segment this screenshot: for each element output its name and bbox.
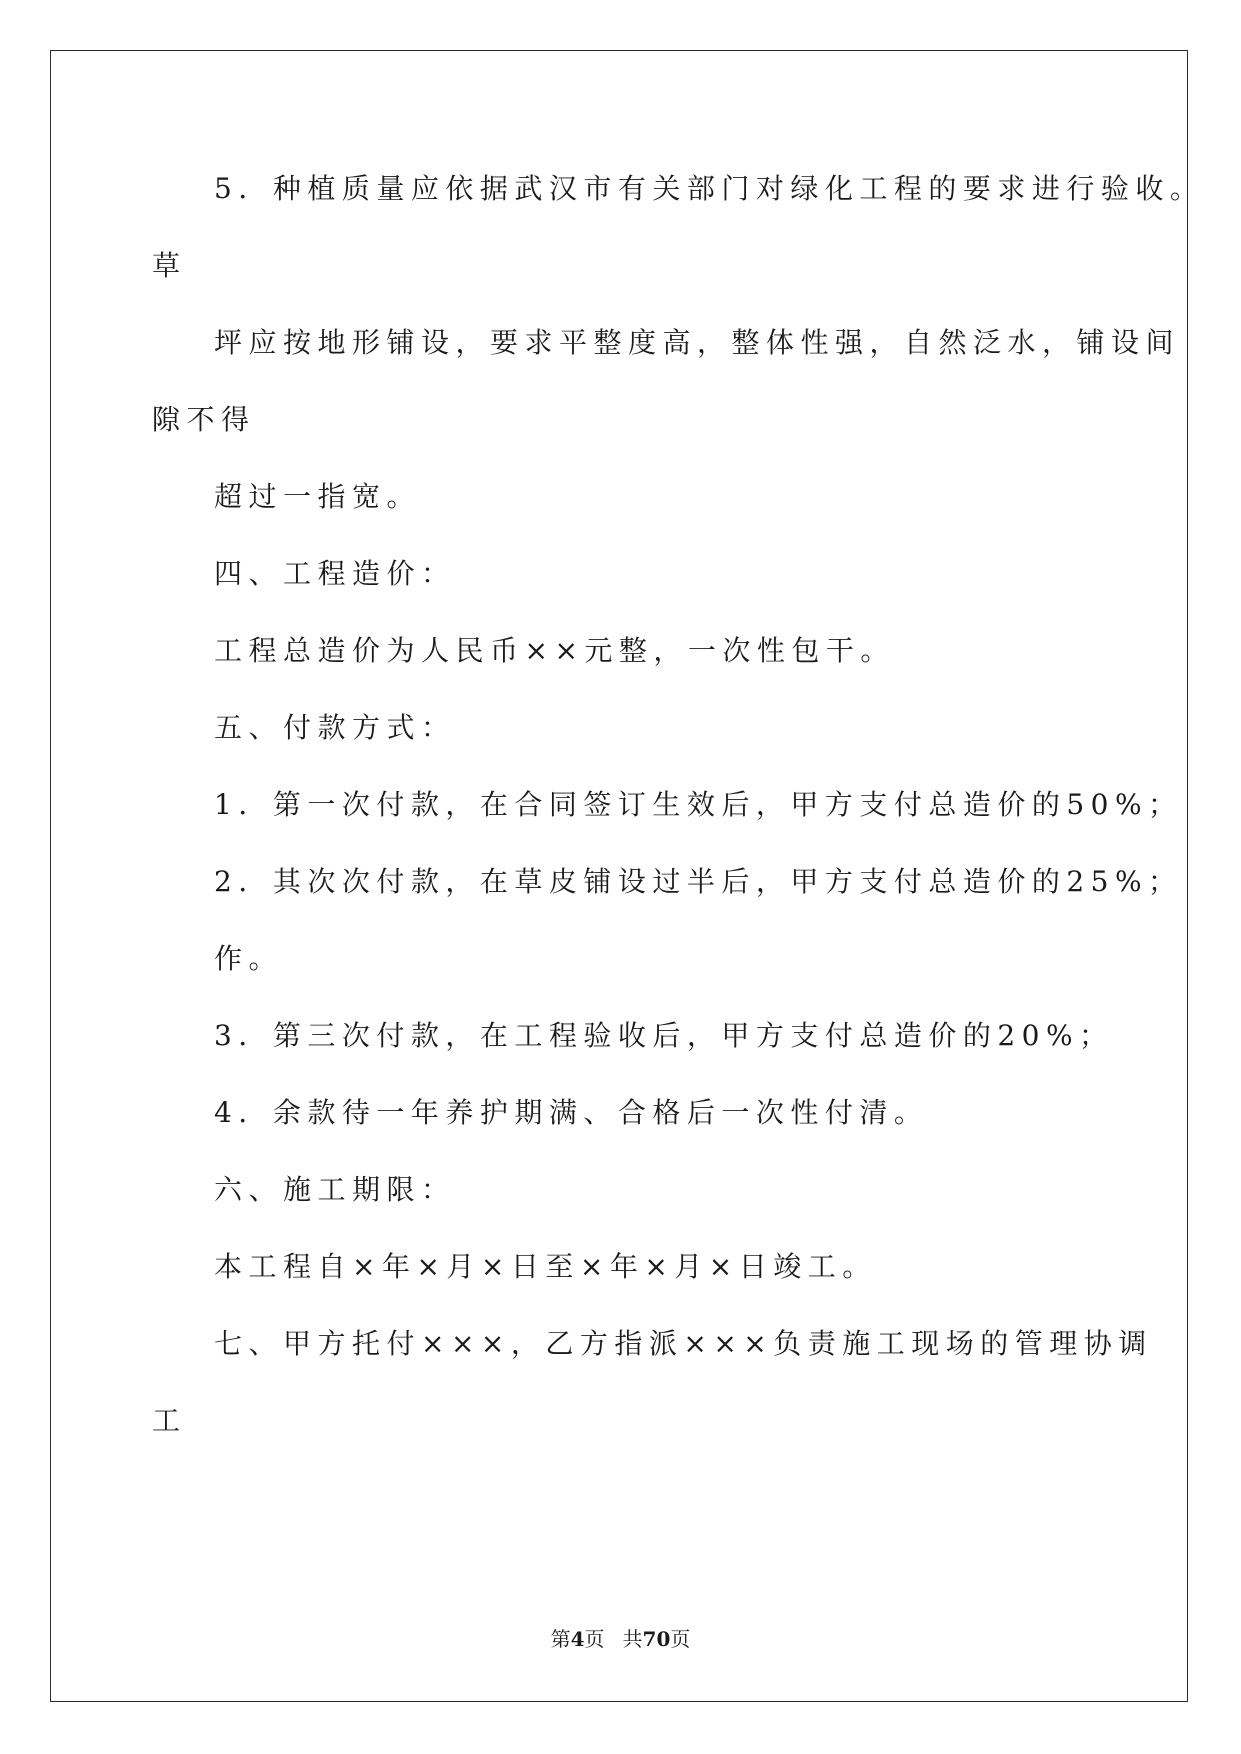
text-line-5: 超过一指宽。 bbox=[214, 480, 422, 513]
text-line-10: 2．其次次付款，在草皮铺设过半后，甲方支付总造价的25%； bbox=[214, 865, 1183, 898]
text-line-15: 本工程自×年×月×日至×年×月×日竣工。 bbox=[214, 1250, 877, 1283]
footer-total-prefix: 共 bbox=[622, 1627, 643, 1651]
text-line-13: 4．余款待一年养护期满、合格后一次性付清。 bbox=[214, 1096, 929, 1129]
text-line-12: 3．第三次付款，在工程验收后，甲方支付总造价的20%； bbox=[214, 1019, 1114, 1052]
footer-total-pages: 70 bbox=[642, 1627, 671, 1651]
text-line-11: 作。 bbox=[214, 942, 284, 975]
footer-total-suffix: 页 bbox=[670, 1627, 691, 1651]
footer-page-suffix: 页 bbox=[584, 1627, 605, 1651]
text-line-17: 工 bbox=[152, 1404, 187, 1437]
section-heading-schedule: 六、施工期限： bbox=[214, 1173, 456, 1206]
footer-page-prefix: 第 bbox=[550, 1627, 571, 1651]
text-line-1: 5．种植质量应依据武汉市有关部门对绿化工程的要求进行验收。 bbox=[214, 172, 1205, 205]
text-line-9: 1．第一次付款，在合同签订生效后，甲方支付总造价的50%； bbox=[214, 788, 1183, 821]
page-footer bbox=[0, 1626, 1241, 1652]
text-line-3: 坪应按地形铺设，要求平整度高，整体性强，自然泛水，铺设间 bbox=[214, 326, 1181, 359]
text-line-2: 草 bbox=[152, 249, 187, 282]
text-line-4: 隙不得 bbox=[152, 403, 256, 436]
section-heading-cost: 四、工程造价： bbox=[214, 557, 456, 590]
section-heading-payment: 五、付款方式： bbox=[214, 711, 456, 744]
footer-page-number: 4 bbox=[570, 1627, 585, 1651]
section-heading-seven: 七、甲方托付×××，乙方指派×××负责施工现场的管理协调 bbox=[214, 1327, 1153, 1360]
text-line-7: 工程总造价为人民币××元整，一次性包干。 bbox=[214, 634, 895, 667]
